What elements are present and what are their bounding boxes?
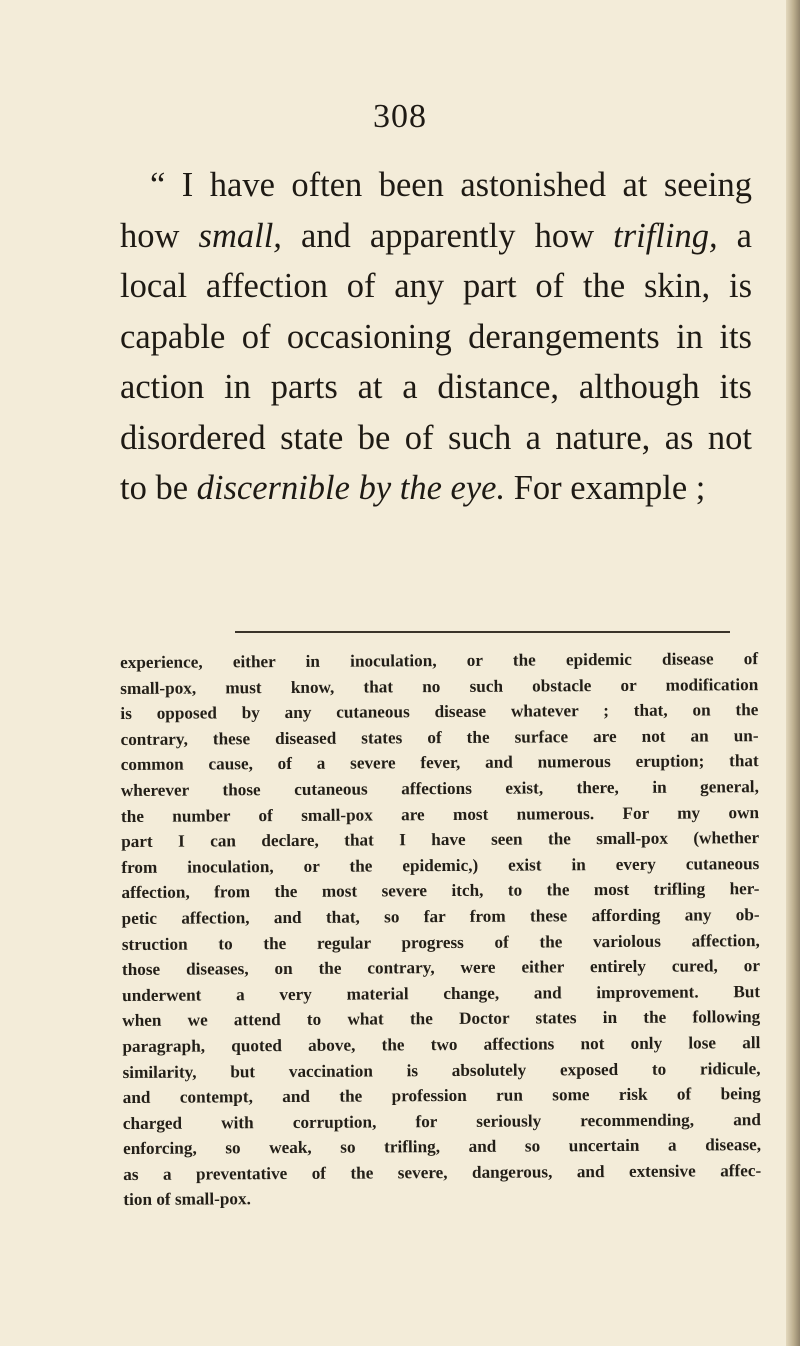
footnote-line: those diseases, on the contrary, were either entirely cured, or (121, 956, 760, 980)
footnote-line: affection, from the most severe itch, to the most trifling her- (121, 879, 760, 903)
quote-text: how (120, 216, 199, 255)
quote-text: to be (120, 469, 197, 507)
footnote-line: similarity, but vaccination is absolutely exposed to ridicule, (122, 1058, 761, 1082)
footnote-line: from inoculation, or the epidemic,) exist in every cutaneous (121, 853, 760, 877)
quote-text: disordered state be of such a nature, as not (120, 418, 752, 457)
footnote-line: part I can declare, that I have seen the small-pox (whether (121, 828, 760, 852)
quoted-paragraph (120, 160, 752, 514)
quote-line (120, 160, 752, 211)
footnote-line: when we attend to what the Doctor states in the following (122, 1007, 761, 1031)
quote-text: and apparently how (281, 216, 614, 255)
footnote-line: small-pox, must know, that no such obstacle or modification (120, 674, 759, 698)
footnote-line: enforcing, so weak, so trifling, and so uncertain a disease, (122, 1135, 762, 1159)
quote-text: small, (198, 216, 282, 255)
footnote-line: and contempt, and the profession run some risk of being (122, 1084, 761, 1108)
quote-line (120, 312, 752, 363)
page-number: 308 (373, 98, 427, 135)
quote-line (120, 463, 752, 514)
footnote-text (120, 646, 761, 1213)
footnote-line: experience, either in inoculation, or the epidemic disease of (120, 649, 759, 672)
quote-text: a (717, 216, 752, 255)
quote-text: local affection of any part of the skin, is (120, 267, 752, 305)
footnote-line: petic affection, and that, so far from these affording any ob- (121, 905, 760, 928)
footnote-line: underwent a very material change, and improvement. But (122, 981, 761, 1005)
footnote-line: as a preventative of the severe, dangerous, and extensive affec- (123, 1160, 762, 1184)
quote-text: discernible by the eye. (196, 469, 506, 507)
quote-text: capable of occasioning derangements in its (120, 317, 752, 356)
footnote-line: struction to the regular progress of the variolous affection, (121, 930, 760, 954)
quote-text: For example ; (505, 469, 706, 507)
footnote-line: wherever those cutaneous affections exist, there, in general, (120, 777, 759, 800)
quote-line (120, 362, 752, 413)
footnote-line: common cause, of a severe fever, and numerous eruption; that (120, 751, 759, 775)
footnote-line: charged with corruption, for seriously recommending, and (122, 1109, 761, 1133)
quote-text: action in parts at a distance, although its (120, 368, 752, 406)
footnote-line: contrary, these diseased states of the surface are not an un- (120, 725, 759, 749)
quote-text: trifling, (613, 216, 718, 255)
footnote-line: tion of small-pox. (123, 1189, 251, 1210)
footnote-rule (235, 631, 730, 633)
quote-line (120, 413, 752, 464)
page-edge (786, 0, 800, 1346)
quote-line (120, 211, 752, 262)
footnote-line: is opposed by any cutaneous disease whatever ; that, on the (120, 700, 759, 724)
quote-line (120, 261, 752, 312)
footnote-line: paragraph, quoted above, the two affections not only lose all (122, 1033, 761, 1056)
footnote-line: the number of small-pox are most numerous. For my own (120, 802, 760, 826)
quote-text: “ I have often been astonished at seeing (150, 166, 752, 204)
